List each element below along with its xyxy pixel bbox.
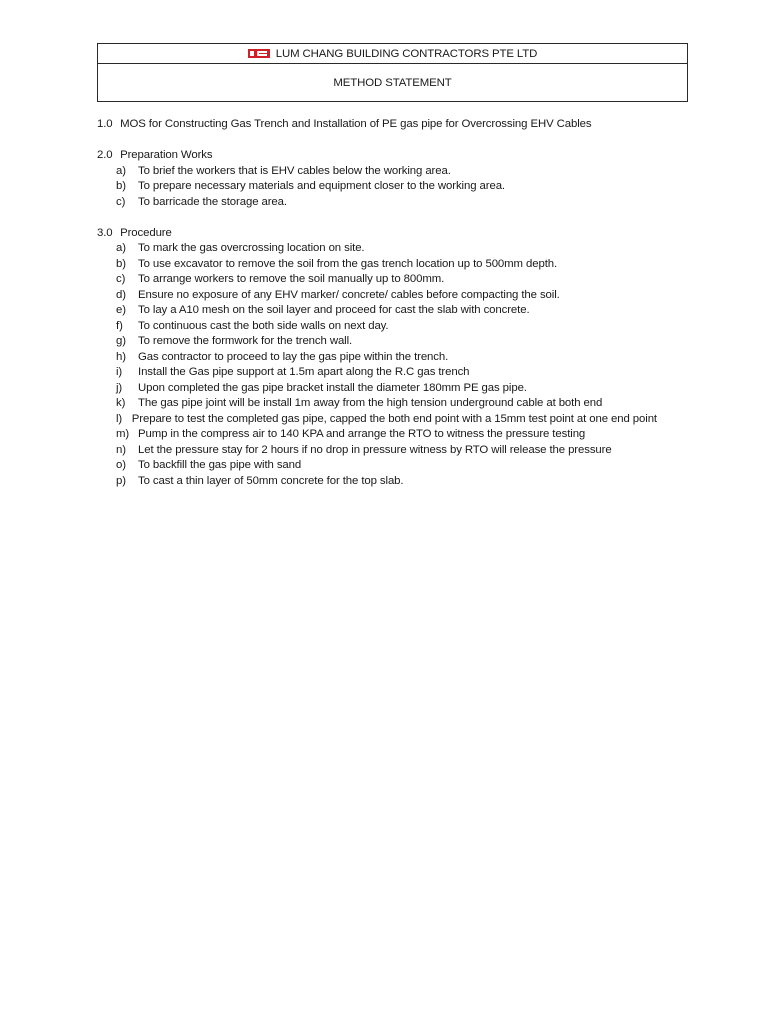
item-letter: o) (116, 459, 126, 471)
list-item (97, 365, 657, 381)
section-title: Preparation Works (120, 149, 213, 161)
item-letter: l) (116, 412, 123, 425)
list-item (97, 241, 657, 257)
lum-chang-logo-icon (248, 49, 270, 58)
item-text: To lay a A10 mesh on the soil layer and proceed for cast the slab with concrete. (138, 304, 530, 316)
list-item (97, 474, 657, 490)
item-text: To use excavator to remove the soil from the gas trench location up to 500mm depth. (138, 257, 558, 270)
item-text: Prepare to test the completed gas pipe, capped the both end point with a 15mm test point at one end point (131, 412, 657, 425)
method-statement-body (97, 117, 657, 505)
item-text: To mark the gas overcrossing location on site. (138, 242, 365, 254)
item-letter: d) (116, 288, 126, 301)
item-letter: p) (116, 474, 126, 487)
list-item (97, 303, 657, 319)
section-heading (97, 148, 657, 164)
item-text: To continuous cast the both side walls on next day. (138, 319, 389, 332)
section-heading (97, 117, 657, 133)
list-item (97, 164, 657, 180)
item-letter: f) (116, 319, 123, 332)
item-letter: a) (116, 242, 126, 254)
item-text: Let the pressure stay for 2 hours if no drop in pressure witness by RTO will release the pressure (138, 443, 612, 456)
list-item (97, 195, 657, 211)
item-letter: n) (116, 443, 126, 456)
section-title: Procedure (120, 226, 172, 239)
item-text: Install the Gas pipe support at 1.5m apart along the R.C gas trench (138, 366, 470, 378)
item-text: Pump in the compress air to 140 KPA and arrange the RTO to witness the pressure testing (138, 428, 586, 440)
document-title: METHOD STATEMENT (333, 77, 452, 89)
section-3 (97, 226, 657, 490)
item-text: Ensure no exposure of any EHV marker/ concrete/ cables before compacting the soil. (138, 288, 560, 301)
list-item (97, 179, 657, 195)
item-text: To barricade the storage area. (138, 195, 287, 208)
section-number: 1.0 (97, 118, 113, 130)
list-item (97, 458, 657, 474)
item-letter: j) (116, 381, 123, 394)
item-letter: c) (116, 195, 126, 208)
item-text: To remove the formwork for the trench wall. (138, 335, 353, 347)
section-number: 3.0 (97, 226, 113, 239)
doc-type-row (98, 64, 687, 102)
list-item (97, 272, 657, 288)
item-letter: m) (116, 428, 130, 440)
item-letter: c) (116, 273, 126, 285)
list-item (97, 443, 657, 459)
section-title: MOS for Constructing Gas Trench and Installation of PE gas pipe for Overcrossing EHV Cables (120, 118, 592, 130)
list-item (97, 334, 657, 350)
company-row (98, 44, 687, 64)
list-item (97, 257, 657, 273)
item-text: To arrange workers to remove the soil manually up to 800mm. (138, 273, 445, 285)
item-letter: a) (116, 164, 126, 177)
item-letter: k) (116, 397, 126, 409)
list-item (97, 381, 657, 397)
item-text: To cast a thin layer of 50mm concrete for the top slab. (138, 474, 404, 487)
item-letter: h) (116, 350, 126, 363)
list-item (97, 412, 657, 428)
company-name: LUM CHANG BUILDING CONTRACTORS PTE LTD (275, 47, 538, 60)
section-1 (97, 117, 657, 133)
item-letter: g) (116, 335, 126, 347)
section-number: 2.0 (97, 149, 113, 161)
item-text: To backfill the gas pipe with sand (138, 459, 302, 471)
item-text: To brief the workers that is EHV cables below the working area. (138, 164, 451, 177)
item-letter: i) (116, 366, 123, 378)
item-letter: b) (116, 180, 126, 192)
item-text: The gas pipe joint will be install 1m away from the high tension underground cable at both end (138, 397, 603, 409)
document-header (97, 43, 688, 102)
list-item (97, 427, 657, 443)
item-text: Gas contractor to proceed to lay the gas pipe within the trench. (138, 350, 449, 363)
section-2 (97, 148, 657, 210)
list-item (97, 288, 657, 304)
list-item (97, 350, 657, 366)
list-item (97, 319, 657, 335)
item-text: To prepare necessary materials and equipment closer to the working area. (138, 180, 505, 192)
item-text: Upon completed the gas pipe bracket install the diameter 180mm PE gas pipe. (138, 381, 527, 394)
item-letter: e) (116, 304, 126, 316)
section-heading (97, 226, 657, 242)
list-item (97, 396, 657, 412)
item-letter: b) (116, 257, 126, 270)
